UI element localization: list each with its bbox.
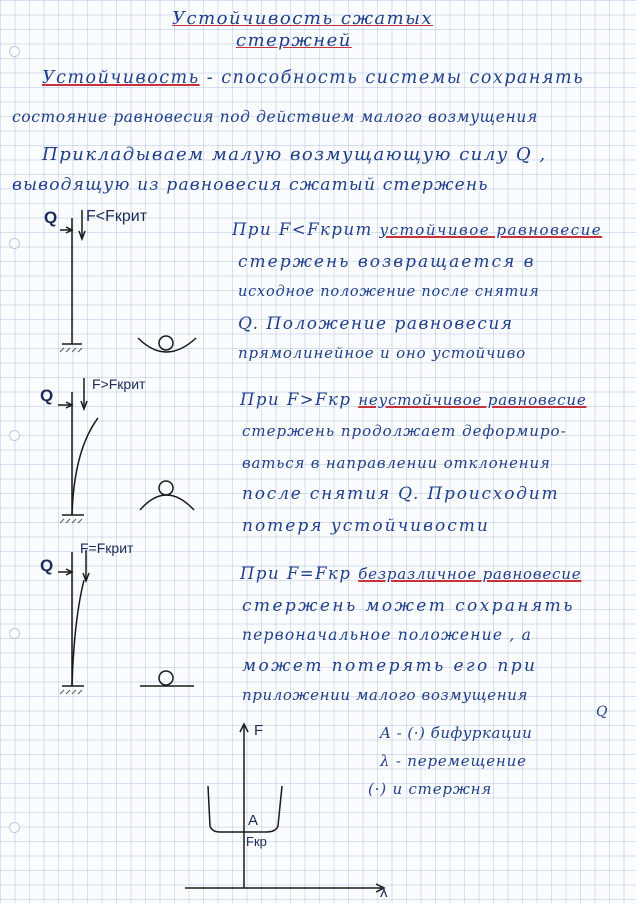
- graph-legend-line: λ - перемещение: [380, 752, 527, 770]
- case2-force-label: F>Fкрит: [92, 376, 146, 392]
- case3-line: первоначальное положение , а: [242, 626, 533, 644]
- case1-line: исходное положение после снятия: [238, 284, 540, 300]
- case2-line: после снятия Q. Происходит: [242, 484, 560, 504]
- page-title-line1: Устойчивость сжатых: [172, 8, 434, 29]
- graph-y-label: F: [254, 722, 264, 739]
- graph-legend-line: (·) и стержня: [368, 780, 493, 798]
- case3-term: безразличное равновесие: [358, 565, 582, 583]
- case2-head: [240, 390, 587, 409]
- bent-rod-3: [72, 580, 84, 686]
- case1-head-text: При F<Fкрит: [232, 220, 373, 239]
- definition-term: Устойчивость: [42, 68, 200, 88]
- case3-q-sub: Q: [596, 704, 609, 720]
- case1-force-label: F<Fкрит: [86, 208, 148, 225]
- graph-curve: [208, 786, 282, 832]
- case3-force-label: F=Fкрит: [80, 540, 134, 556]
- definition-rest: - способность системы сохранять: [199, 68, 585, 88]
- case2-head-text: При F>Fкр: [240, 390, 352, 409]
- case2-line: ваться в направлении отклонения: [242, 454, 551, 472]
- graph-point-label: A: [248, 812, 259, 829]
- graph-fcr-label: Fкр: [246, 834, 267, 849]
- case2-line: стержень продолжает деформиро-: [242, 422, 567, 440]
- case2-term: неустойчивое равновесие: [358, 391, 587, 409]
- intro-line2: выводящую из равновесия сжатый стержень: [12, 175, 489, 195]
- graph-legend-line: A - (·) бифуркации: [380, 724, 533, 742]
- case1-q-label: Q: [44, 208, 58, 227]
- case3-line: приложении малого возмущения: [242, 686, 528, 704]
- case2-q-label: Q: [40, 386, 54, 405]
- hill: [140, 495, 194, 510]
- case3-head-text: При F=Fкр: [240, 564, 352, 583]
- case1-line: прямолинейное и оно устойчиво: [238, 344, 526, 362]
- case2-line: потеря устойчивости: [242, 516, 490, 536]
- case1-head: [232, 220, 602, 239]
- case3-line: может потерять его при: [242, 656, 538, 676]
- definition-line2: состояние равновесия под действием малого возмущения: [12, 108, 538, 126]
- intro-line1: Прикладываем малую возмущающую силу Q ,: [42, 144, 547, 165]
- case3-line: стержень может сохранять: [242, 596, 575, 616]
- graph-x-label: λ: [380, 884, 388, 901]
- bent-rod-2: [72, 418, 98, 515]
- page-title-line2: стержней: [236, 30, 352, 51]
- case1-line: Q. Положение равновесия: [238, 314, 514, 334]
- case1-term: устойчивое равновесие: [379, 221, 603, 239]
- case3-head: [240, 564, 581, 583]
- case3-q-label: Q: [40, 556, 54, 575]
- case1-line: стержень возвращается в: [238, 252, 536, 272]
